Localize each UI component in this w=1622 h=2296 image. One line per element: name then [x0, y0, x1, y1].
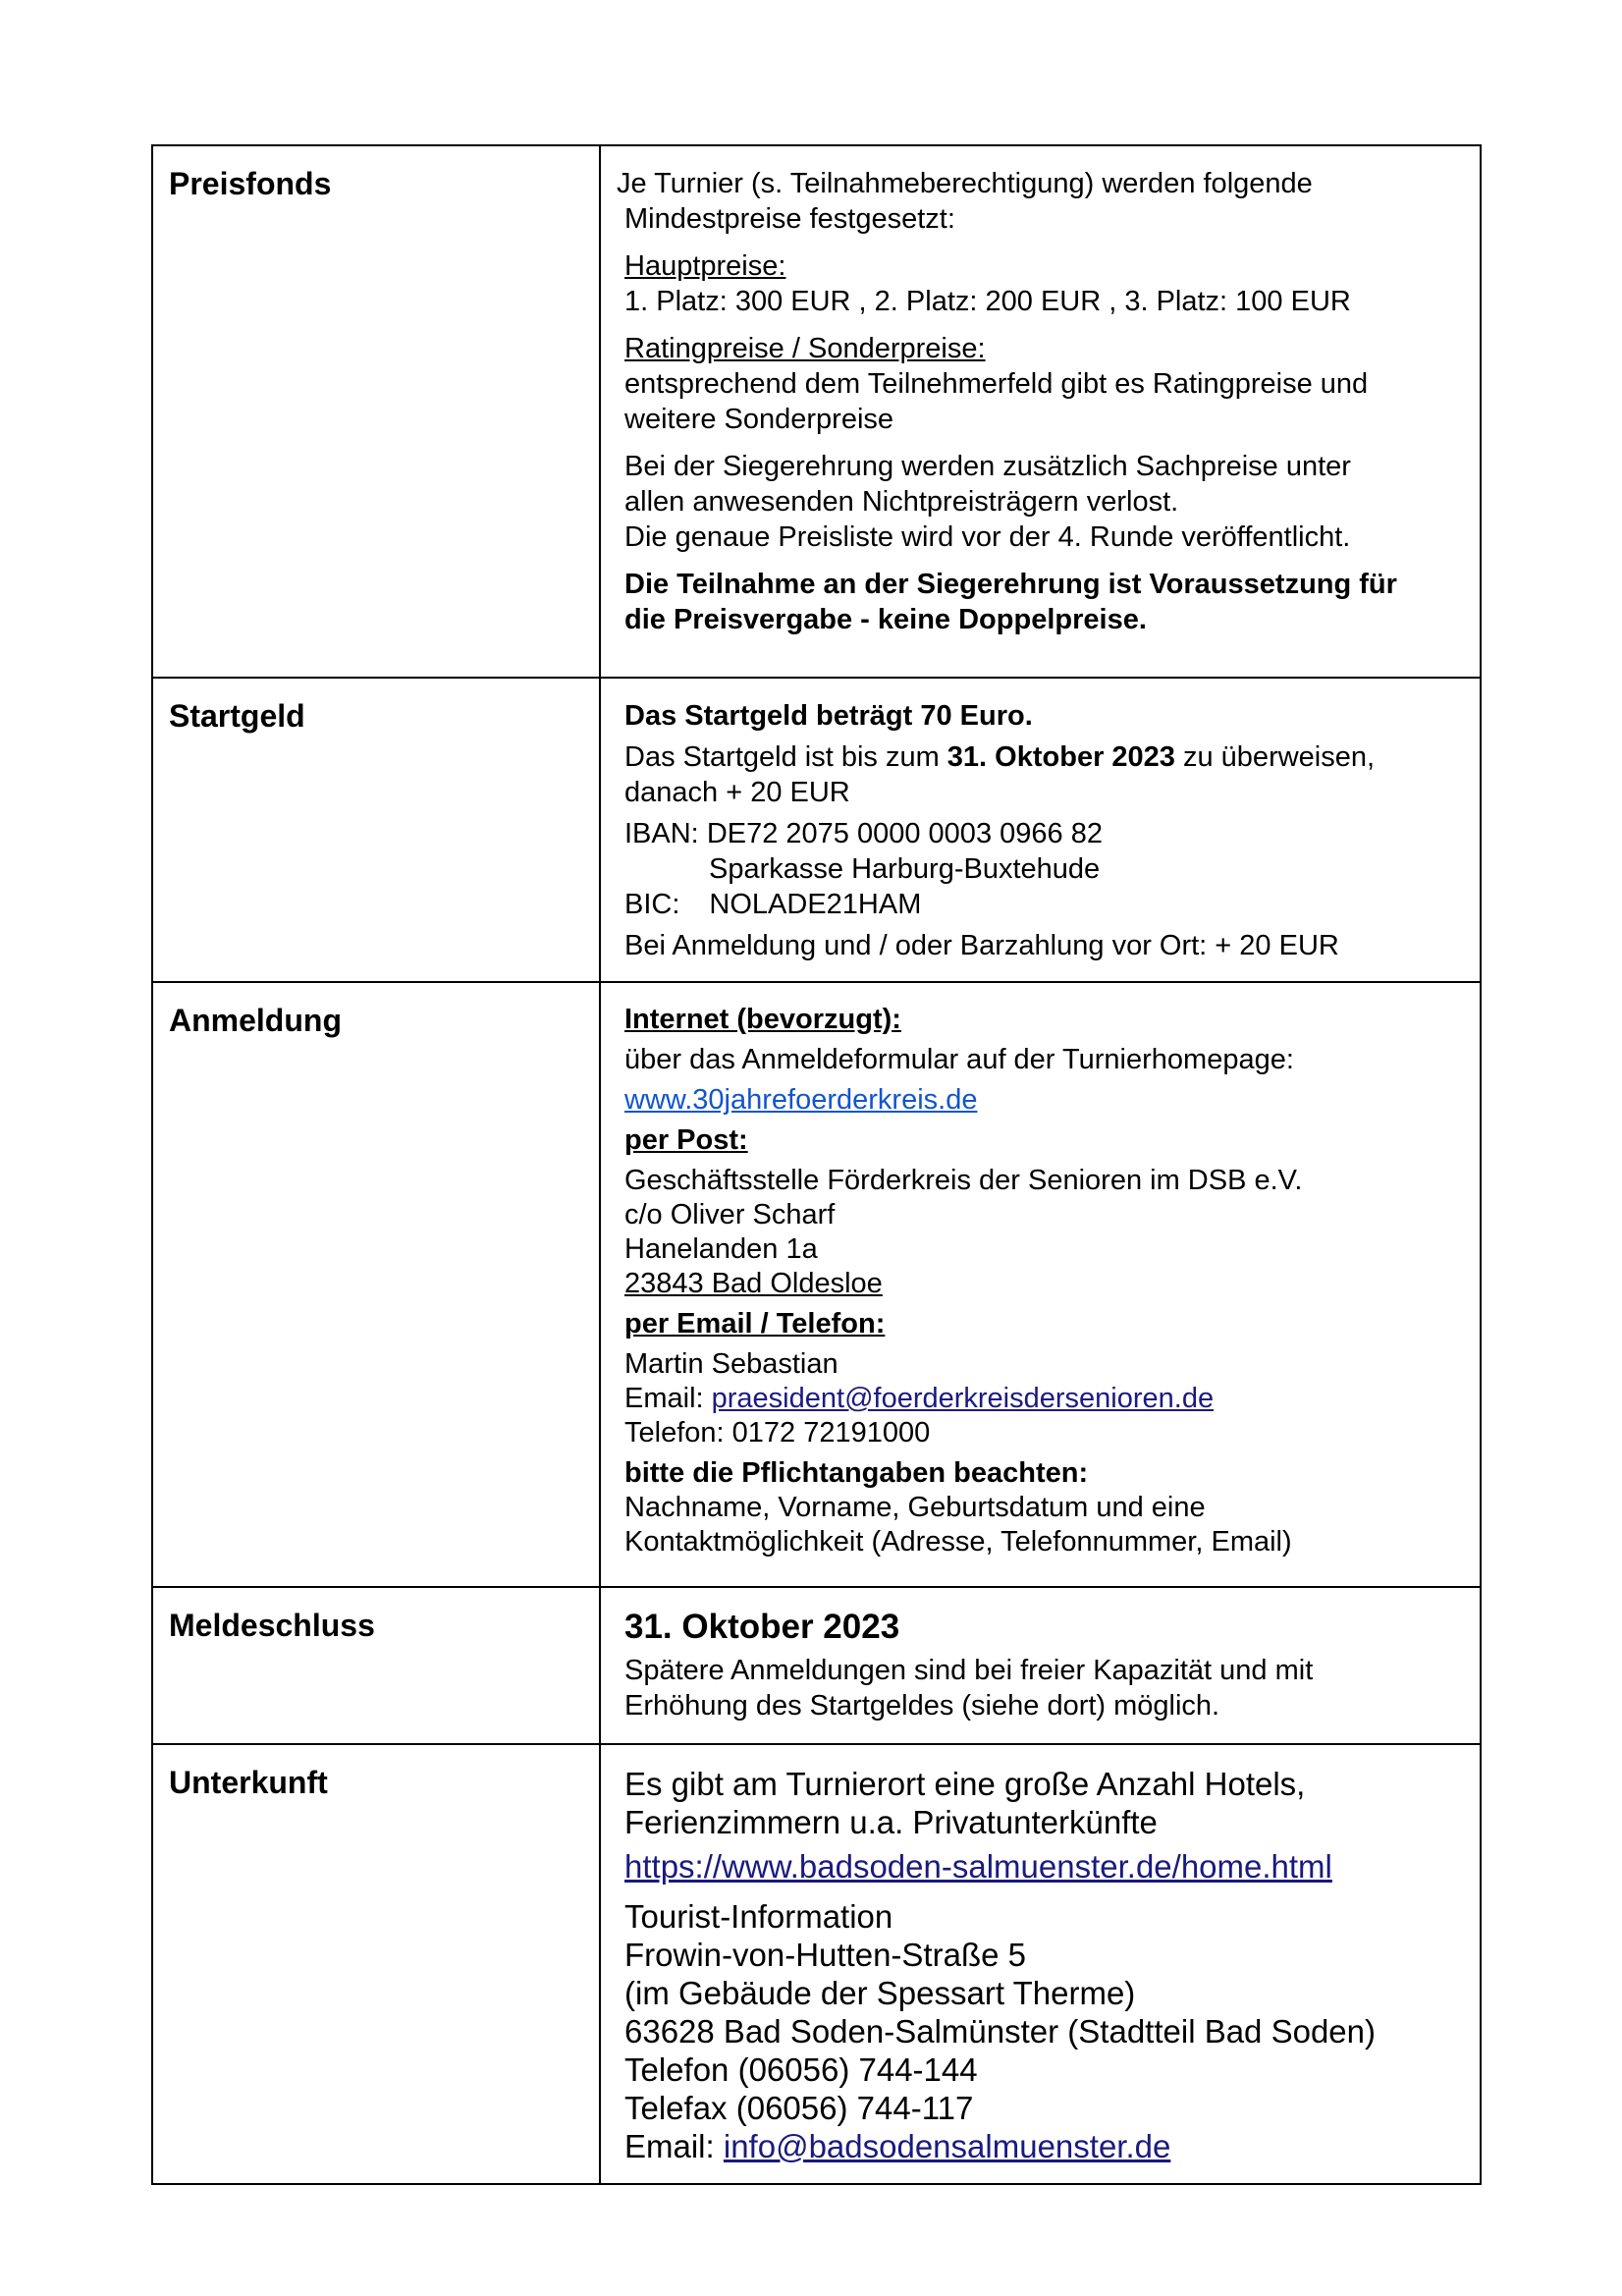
president-email-link[interactable]: praesident@foerderkreisdersenioren.de [711, 1383, 1215, 1414]
value-unterkunft [600, 1744, 1481, 2184]
value-anmeldung: Internet (bevorzugt): über das Anmeldeformular auf der Turnierhomepage: www.30jahrefoerderkreis.de per Post: Geschäftsstelle Förderkreis der Senioren im DSB e.V. c/o Oliver Scharf Hanelanden 1a 23843 Bad Oldesloe per Email / Telefon: Martin Sebastian Email: praesident@foerderkreisdersenioren.de Telefon: 0172 72191000 bitte die Pflichtangaben beachten: Nachname, Vorname, Geburtsdatum und eine Kontaktmöglichkeit (Adresse, Telefonnummer, Email) [600, 982, 1481, 1587]
bic-value: NOLADE21HAM [709, 889, 922, 920]
preisfonds-ratingpreise: Ratingpreise / Sonderpreise: entsprechend dem Teilnehmerfeld gibt es Ratingpreise und weitere Sonderpreise [624, 333, 1369, 435]
label-anmeldung: Anmeldung [152, 982, 600, 1587]
preisfonds-note: Die Teilnahme an der Siegerehrung ist Voraussetzung für die Preisvergabe - keine Doppelpreise. [624, 569, 1397, 635]
row-meldeschluss [152, 1587, 1481, 1744]
row-anmeldung [152, 982, 1481, 1587]
preisfonds-intro: Je Turnier (s. Teilnahmeberechtigung) werden folgende Mindestpreise festgesetzt: [617, 168, 1313, 235]
label-unterkunft: Unterkunft [152, 1744, 600, 2184]
post-address: Geschäftsstelle Förderkreis der Senioren im DSB e.V. c/o Oliver Scharf Hanelanden 1a 23843 Bad Oldesloe [624, 1165, 1303, 1299]
internet-heading: Internet (bevorzugt): [624, 1004, 901, 1035]
email-phone-heading: per Email / Telefon: [624, 1308, 886, 1339]
value-meldeschluss [600, 1587, 1481, 1744]
post-heading: per Post: [624, 1124, 748, 1156]
pflicht-block: bitte die Pflichtangaben beachten: Nachname, Vorname, Geburtsdatum und eine Kontaktmöglichkeit (Adresse, Telefonnummer, Email) [624, 1457, 1292, 1558]
hauptpreise-heading: Hauptpreise: [624, 250, 786, 282]
unterkunft-intro: Es gibt am Turnierort eine große Anzahl Hotels, Ferienzimmern u.a. Privatunterkünfte [624, 1766, 1306, 1840]
meldeschluss-date: 31. Oktober 2023 [624, 1608, 900, 1646]
startgeld-bank: IBAN: DE72 2075 0000 0003 0966 82 Sparkasse Harburg-Buxtehude BIC: NOLADE21HAM [624, 818, 1103, 920]
label-meldeschluss: Meldeschluss [152, 1587, 600, 1744]
homepage-link[interactable]: www.30jahrefoerderkreis.de [624, 1084, 978, 1116]
row-startgeld [152, 678, 1481, 982]
row-unterkunft [152, 1744, 1481, 2184]
startgeld-amount: Das Startgeld beträgt 70 Euro. [624, 700, 1033, 732]
preisfonds-sachpreise: Bei der Siegerehrung werden zusätzlich Sachpreise unter allen anwesenden Nichtpreisträgern verlost. Die genaue Preisliste wird vor der 4. Runde veröffentlicht. [624, 451, 1351, 553]
startgeld-due: Das Startgeld ist bis zum 31. Oktober 2023 zu überweisen, danach + 20 EUR [624, 741, 1376, 808]
preisfonds-hauptpreise: Hauptpreise: 1. Platz: 300 EUR , 2. Platz: 200 EUR , 3. Platz: 100 EUR [624, 250, 1351, 317]
value-preisfonds [600, 145, 1481, 678]
tourist-info: Tourist-Information Frowin-von-Hutten-Straße 5 (im Gebäude der Spessart Therme) 63628 Bad Soden-Salmünster (Stadtteil Bad Soden) Telefon (06056) 744-144 Telefax (06056) 744-117 Email: info@badsodensalmuenster.de [624, 1898, 1376, 2164]
tourist-email-link[interactable]: info@badsodensalmuenster.de [723, 2128, 1171, 2164]
label-startgeld: Startgeld [152, 678, 600, 982]
value-startgeld [600, 678, 1481, 982]
meldeschluss-text: Spätere Anmeldungen sind bei freier Kapazität und mit Erhöhung des Startgeldes (siehe dort) möglich. [624, 1655, 1314, 1722]
town-website-link[interactable]: https://www.badsoden-salmuenster.de/home.html [624, 1848, 1332, 1885]
contact-block: Martin Sebastian Email: praesident@foerderkreisdersenioren.de Telefon: 0172 72191000 [624, 1348, 1215, 1449]
info-table [151, 144, 1482, 2185]
label-preisfonds: Preisfonds [152, 145, 600, 678]
ratingpreise-heading: Ratingpreise / Sonderpreise: [624, 333, 986, 364]
iban-value: DE72 2075 0000 0003 0966 82 [706, 818, 1103, 849]
startgeld-onsite: Bei Anmeldung und / oder Barzahlung vor Ort: + 20 EUR [624, 930, 1339, 961]
row-preisfonds [152, 145, 1481, 678]
